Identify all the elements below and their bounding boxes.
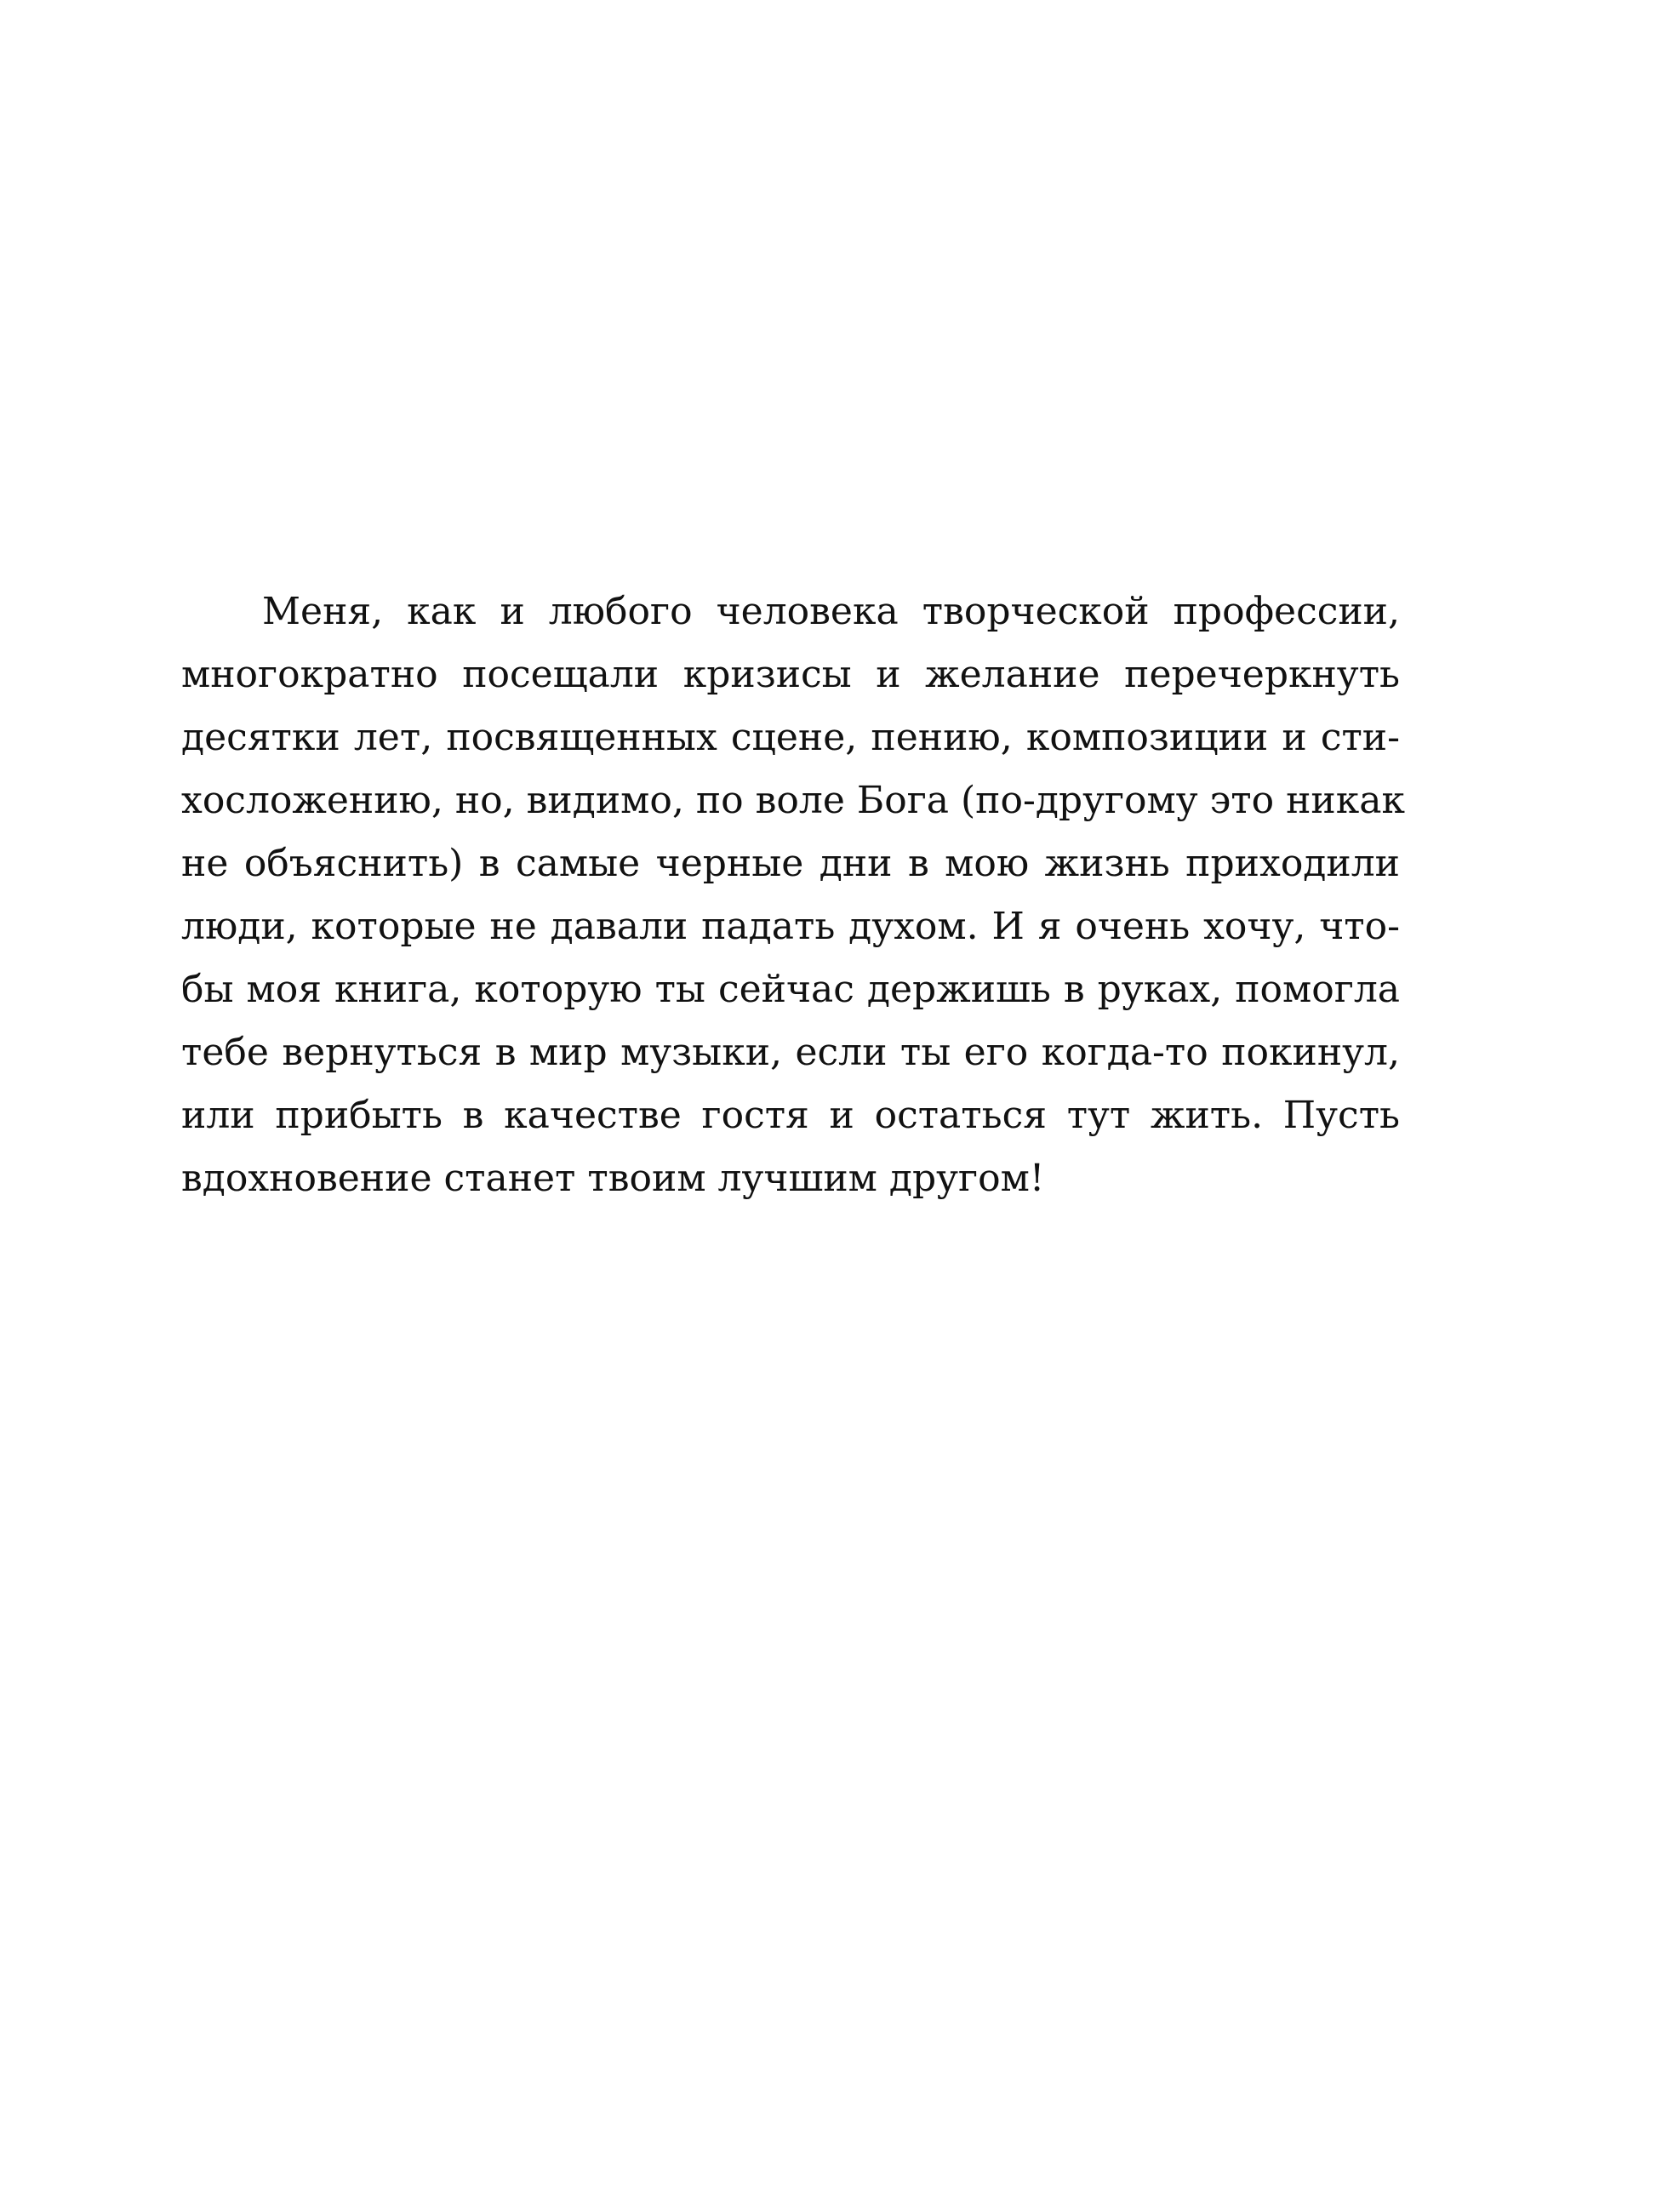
paragraph-line: или прибыть в качестве гостя и остаться тут жить. Пусть [181, 1094, 1400, 1137]
paragraph-line: десятки лет, посвященных сцене, пению, композиции и сти- [181, 716, 1400, 759]
paragraph [181, 580, 1405, 1210]
paragraph-line: хосложению, но, видимо, по воле Бога (по-другому это никак [181, 779, 1405, 822]
paragraph-line: не объяснить) в самые черные дни в мою жизнь приходили [181, 842, 1400, 885]
paragraph-line: люди, которые не давали падать духом. И я очень хочу, что- [181, 905, 1400, 948]
paragraph-line: вдохновение станет твоим лучшим другом! [181, 1157, 1045, 1200]
paragraph-line: многократно посещали кризисы и желание перечеркнуть [181, 653, 1400, 696]
paragraph-line: Меня, как и любого человека творческой профессии, [262, 590, 1400, 633]
paragraph-line: тебе вернуться в мир музыки, если ты его когда-то покинул, [181, 1031, 1400, 1074]
paragraph-line: бы моя книга, которую ты сейчас держишь в руках, помогла [181, 968, 1400, 1011]
